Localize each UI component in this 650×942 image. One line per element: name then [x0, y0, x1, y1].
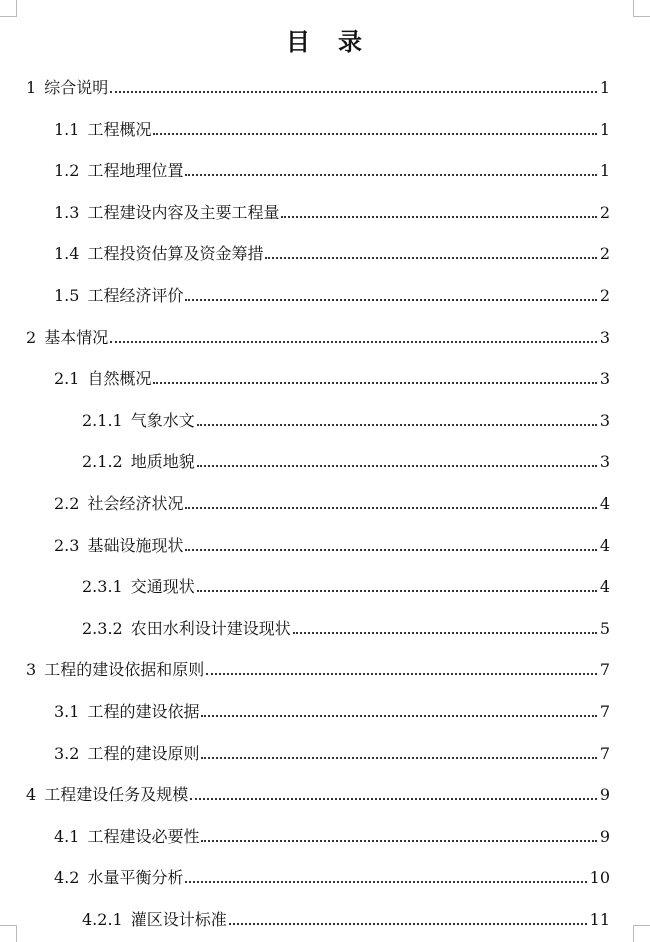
- toc-entry-text: 工程地理位置: [87, 161, 184, 181]
- toc-entry-text: 工程建设任务及规模: [44, 785, 189, 805]
- toc-entry-text: 基础设施现状: [87, 535, 184, 555]
- toc-entry[interactable]: [26, 659, 610, 681]
- crop-mark-bottom-left: [0, 925, 17, 942]
- toc-page-number: 3: [599, 327, 610, 347]
- toc-entry[interactable]: [26, 784, 610, 806]
- toc-entry[interactable]: [54, 160, 610, 182]
- toc-entry[interactable]: [54, 826, 610, 848]
- toc-entry[interactable]: [54, 119, 610, 141]
- toc-dot-leader: [197, 465, 597, 467]
- toc-entry-text: 工程的建设依据: [87, 702, 200, 721]
- toc-entry-text: 水量平衡分析: [87, 868, 184, 888]
- crop-mark-top-left: [0, 0, 17, 17]
- toc-entry-number: 1: [26, 78, 37, 97]
- toc-dot-leader: [185, 549, 596, 551]
- toc-entry[interactable]: [54, 202, 610, 224]
- toc-entry[interactable]: [54, 368, 610, 390]
- toc-page-number: 1: [599, 78, 610, 97]
- toc-dot-leader: [201, 840, 596, 842]
- toc-page-number: 11: [589, 910, 610, 929]
- toc-entry[interactable]: [26, 327, 610, 349]
- toc-entry-text: 社会经济状况: [87, 494, 184, 513]
- toc-dot-leader: [201, 715, 596, 717]
- crop-mark-bottom-right: [633, 925, 650, 942]
- toc-entry-number: 2.1: [54, 369, 80, 389]
- toc-entry-number: 1.4: [54, 244, 80, 264]
- toc-entry-text: 工程投资估算及资金筹措: [87, 244, 264, 264]
- toc-dot-leader: [185, 299, 596, 301]
- crop-mark-top-right: [633, 0, 650, 17]
- toc-entry[interactable]: [82, 451, 610, 473]
- toc-entry-number: 2.3.2: [82, 618, 123, 638]
- toc-dot-leader: [153, 382, 596, 384]
- toc-entry-number: 2.3.1: [82, 577, 123, 597]
- toc-page-number: 2: [599, 244, 610, 264]
- toc-dot-leader: [197, 424, 597, 426]
- toc-dot-leader: [281, 216, 596, 218]
- toc-entry[interactable]: [54, 243, 610, 265]
- toc-dot-leader: [153, 133, 596, 135]
- toc-entry-text: 工程建设内容及主要工程量: [87, 202, 280, 222]
- toc-entry-number: 3: [26, 660, 37, 680]
- toc-entry[interactable]: [54, 743, 610, 765]
- toc-entry-text: 综合说明: [44, 78, 109, 97]
- toc-dot-leader: [293, 632, 597, 634]
- toc-dot-leader: [110, 341, 597, 343]
- toc-entry-text: 工程的建设依据和原则: [44, 660, 205, 680]
- toc-page-number: 2: [599, 286, 610, 305]
- toc-entry-text: 工程建设必要性: [87, 826, 200, 846]
- toc-entry-number: 1.2: [54, 161, 80, 181]
- toc-page-number: 7: [599, 743, 610, 763]
- toc-entry-number: 4.1: [54, 826, 80, 846]
- toc-entry-text: 基本情况: [44, 327, 109, 347]
- toc-entry-number: 2: [26, 327, 37, 347]
- toc-entry-number: 1.5: [54, 286, 80, 305]
- toc-page-number: 2: [599, 202, 610, 222]
- toc-entry[interactable]: [82, 909, 610, 931]
- toc-entry-text: 工程经济评价: [87, 286, 184, 305]
- toc-page-number: 5: [599, 618, 610, 638]
- toc-entry[interactable]: [54, 535, 610, 557]
- toc-entry[interactable]: [82, 576, 610, 598]
- toc-page-number: 3: [599, 369, 610, 389]
- toc-dot-leader: [265, 257, 596, 259]
- toc-dot-leader: [190, 798, 597, 800]
- toc-entry-number: 1.3: [54, 202, 80, 222]
- toc-entry[interactable]: [82, 618, 610, 640]
- toc-page-number: 1: [599, 119, 610, 139]
- toc-page-number: 4: [599, 494, 610, 513]
- toc-entry-text: 工程的建设原则: [87, 743, 200, 763]
- toc-page-number: 1: [599, 161, 610, 181]
- toc-entry[interactable]: [82, 410, 610, 432]
- toc-entry-text: 自然概况: [87, 369, 152, 389]
- toc-entry-number: 4.2.1: [82, 910, 123, 929]
- toc-entry-text: 工程概况: [87, 119, 152, 139]
- toc-entry-number: 3.1: [54, 702, 80, 721]
- toc-page-number: 4: [599, 577, 610, 597]
- toc-page-number: 9: [599, 785, 610, 805]
- toc-entry-text: 农田水利设计建设现状: [130, 618, 291, 638]
- toc-dot-leader: [197, 590, 597, 592]
- toc-dot-leader: [110, 91, 597, 93]
- toc-entry-number: 4.2: [54, 868, 80, 888]
- toc-page-number: 3: [599, 410, 610, 430]
- toc-entry-number: 4: [26, 785, 37, 805]
- toc-entry-number: 2.3: [54, 535, 80, 555]
- toc-dot-leader: [185, 507, 596, 509]
- toc-entry-text: 气象水文: [130, 410, 195, 430]
- toc-entry[interactable]: [26, 77, 610, 99]
- toc-entry-number: 2.2: [54, 494, 80, 513]
- toc-title: 目 录: [286, 27, 364, 56]
- toc-entry[interactable]: [54, 701, 610, 723]
- toc-entry[interactable]: [54, 493, 610, 515]
- toc-page-number: 9: [599, 826, 610, 846]
- toc-dot-leader: [229, 923, 587, 925]
- toc-entry-number: 2.1.2: [82, 452, 123, 472]
- toc-entry-number: 1.1: [54, 119, 80, 139]
- toc-entry-number: 3.2: [54, 743, 80, 763]
- toc-entry-number: 2.1.1: [82, 410, 123, 430]
- toc-dot-leader: [185, 174, 596, 176]
- toc-entry-text: 交通现状: [130, 577, 195, 597]
- toc-dot-leader: [185, 881, 586, 883]
- toc-page-number: 3: [599, 452, 610, 472]
- toc-dot-leader: [206, 673, 597, 675]
- toc-page-number: 4: [599, 535, 610, 555]
- toc-page-number: 7: [599, 660, 610, 680]
- toc-page-number: 7: [599, 702, 610, 721]
- toc-dot-leader: [201, 757, 596, 759]
- toc-entry[interactable]: [54, 867, 610, 889]
- toc-page-number: 10: [589, 868, 610, 888]
- toc-entry-text: 地质地貌: [130, 452, 195, 472]
- toc-entry-text: 灌区设计标准: [130, 910, 227, 929]
- toc-entry[interactable]: [54, 285, 610, 307]
